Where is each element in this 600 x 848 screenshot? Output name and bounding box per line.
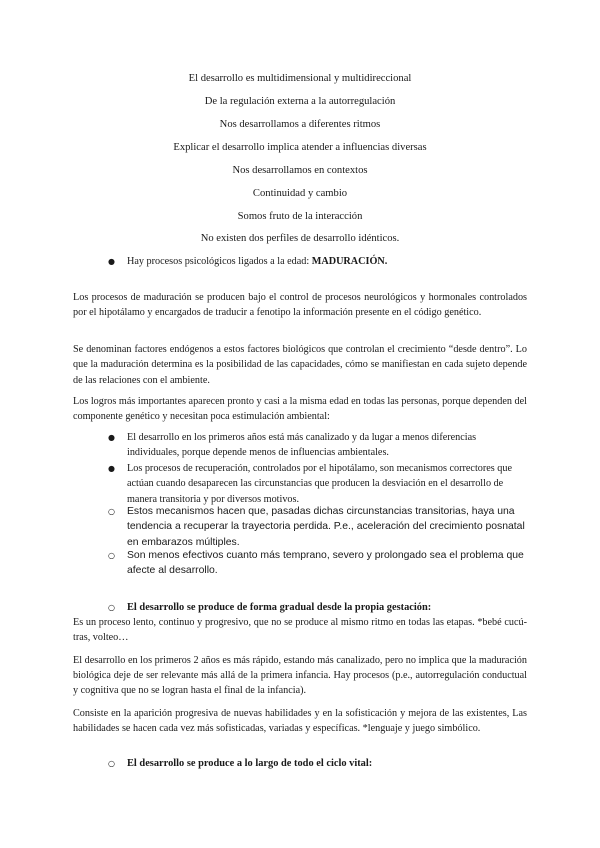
centered-line: Somos fruto de la interacción (237, 211, 363, 222)
bullet-circle-icon: ○ (108, 759, 115, 768)
centered-line: No existen dos perfiles de desarrollo idénticos. (200, 233, 400, 244)
paragraph: Se denominan factores endógenos a estos factores biológicos que controlan el crecimiento “desde dentro”. Lo que la maduración determina es la posibilidad de las capacidades, cómo se manifiestan en cada sujeto depende de las relaciones con el ambiente. (73, 344, 527, 386)
section-heading-text: El desarrollo se produce a lo largo de todo el ciclo vital: (127, 758, 373, 769)
centered-line: De la regulación externa a la autorregulación (204, 96, 396, 107)
bullet-circle-icon: ○ (108, 603, 115, 612)
paragraph: Los procesos de maduración se producen bajo el control de procesos neurológicos y hormonales controlados por el hipotálamo y encargados de traducir a fenotipo la información presente en el código genético. (73, 292, 527, 319)
list-item-text: Los procesos de recuperación, controlados por el hipotálamo, son mecanismos correctores que actúan cuando desaparecen las circunstancias que producen la desviación en el desarrollo de manera transitoria y por diversos motivos. (127, 463, 513, 505)
paragraph: El desarrollo en los primeros 2 años es más rápido, estando más canalizado, pero no implica que la maduración biológica deje de ser relevante más allá de la primera infancia. Hay procesos (p.e., autorregulación conductual y cognitiva que no se logran hasta el final de la infancia). (73, 655, 527, 696)
section-heading-text: El desarrollo se produce de forma gradual desde la propia gestación: (127, 602, 432, 613)
paragraph: Los logros más importantes aparecen pronto y casi a la misma edad en todas las personas, porque dependen del componente genético y necesitan poca estimulación ambiental: (73, 396, 527, 423)
list-item-text: El desarrollo en los primeros años está más canalizado y da lugar a menos diferencias individuales, porque depende menos de influencias ambientales. (127, 432, 477, 459)
main-bullet-text: Hay procesos psicológicos ligados a la edad: MADURACIÓN. (127, 256, 388, 267)
bullet-dot-icon: ● (108, 464, 115, 473)
bullet-circle-icon: ○ (108, 551, 115, 560)
bullet-dot-icon: ● (108, 433, 115, 442)
centered-line: El desarrollo es multidimensional y multidireccional (188, 73, 412, 84)
centered-line: Explicar el desarrollo implica atender a influencias diversas (173, 142, 427, 153)
list-item-text: Estos mecanismos hacen que, pasadas dichas circunstancias transitorias, haya una tendencia a recuperar la trayectoria perdida. P.e., aceleración del crecimiento posnatal en embarazos múltiples. (127, 506, 525, 548)
paragraph: Consiste en la aparición progresiva de nuevas habilidades y en la sofisticación y mejora de las existentes, Las habilidades se hacen cada vez más sofisticadas, variadas y específicas. *lenguaje y juego simbólico. (73, 708, 527, 734)
bullet-dot-icon: ● (108, 257, 115, 266)
centered-line: Nos desarrollamos en contextos (232, 165, 368, 176)
centered-line: Nos desarrollamos a diferentes ritmos (219, 119, 381, 130)
list-item-text: Son menos efectivos cuanto más temprano, severo y prolongado sea el problema que afecte al desarrollo. (127, 550, 524, 577)
main-bullet-bold: MADURACIÓN. (311, 256, 388, 267)
paragraph: Es un proceso lento, continuo y progresivo, que no se produce al mismo ritmo en todas las etapas. *bebé cucú-tras, volteo… (73, 617, 527, 643)
centered-line: Continuidad y cambio (252, 188, 348, 199)
bullet-circle-icon: ○ (108, 507, 115, 516)
